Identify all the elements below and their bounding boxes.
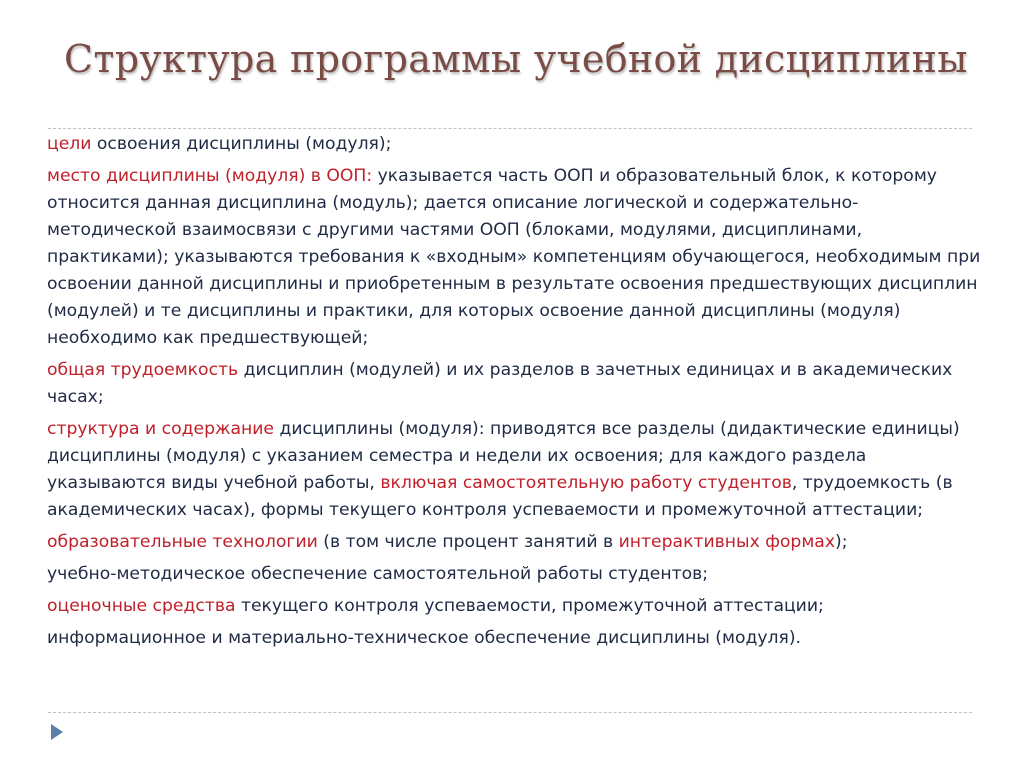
list-item-structure	[47, 416, 982, 524]
item-term: оценочные средства	[47, 596, 236, 616]
list-item-goals	[47, 131, 982, 158]
list-item-methodical-support	[47, 561, 982, 588]
item-term: структура и содержание	[47, 419, 274, 439]
item-term: общая трудоемкость	[47, 360, 239, 380]
list-item-place	[47, 163, 982, 352]
bottom-divider	[48, 712, 972, 713]
item-term: включая самостоятельную работу студентов	[380, 473, 792, 493]
item-text: (в том числе процент занятий в	[317, 532, 619, 552]
list-item-workload	[47, 357, 982, 411]
item-text: дисциплин (модулей) и их разделов в зачетных единицах и в академических часах;	[47, 360, 953, 407]
item-text: );	[835, 532, 848, 552]
item-term: образовательные технологии	[47, 532, 318, 552]
item-term: место дисциплины (модуля) в ООП:	[47, 166, 373, 186]
item-text: указывается часть ООП и образовательный блок, к которому относится данная дисциплина (модуль); дается описание логической и содержательно-методической взаимосвязи с другими частями ООП (блоками, модулями, дисциплинами, практиками); указываются требования к «входным» компетенциям обучающегося, необходимым при освоении данной дисциплины и приобретенным в результате освоения предшествующих дисциплин (модулей) и те дисциплины и практики, для которых освоение данной дисциплины (модуля) необходимо как предшествующей;	[47, 166, 981, 348]
item-text: дисциплины (модуля): приводятся все разделы (дидактические единицы) дисциплины (модуля) с указанием семестра и недели их освоения; для каждого раздела указываются виды учебной работы,	[47, 419, 960, 493]
page-title: Структура программы учебной дисциплины	[64, 37, 968, 81]
list-item-material-support	[47, 625, 982, 652]
item-text: учебно-методическое обеспечение самостоятельной работы студентов;	[47, 564, 709, 584]
list-item-assessment	[47, 593, 982, 620]
triangle-right-icon	[51, 724, 63, 740]
item-term: интерактивных формах	[618, 532, 836, 552]
item-term: цели	[47, 134, 92, 154]
item-text: текущего контроля успеваемости, промежуточной аттестации;	[235, 596, 824, 616]
item-text: освоения дисциплины (модуля);	[91, 134, 392, 154]
list-item-technologies	[47, 529, 982, 556]
item-text: , трудоемкость (в академических часах), формы текущего контроля успеваемости и промежуточной аттестации;	[47, 473, 953, 520]
content-list	[47, 131, 982, 657]
item-text: информационное и материально-техническое обеспечение дисциплины (модуля).	[47, 628, 802, 648]
top-divider	[48, 128, 972, 129]
